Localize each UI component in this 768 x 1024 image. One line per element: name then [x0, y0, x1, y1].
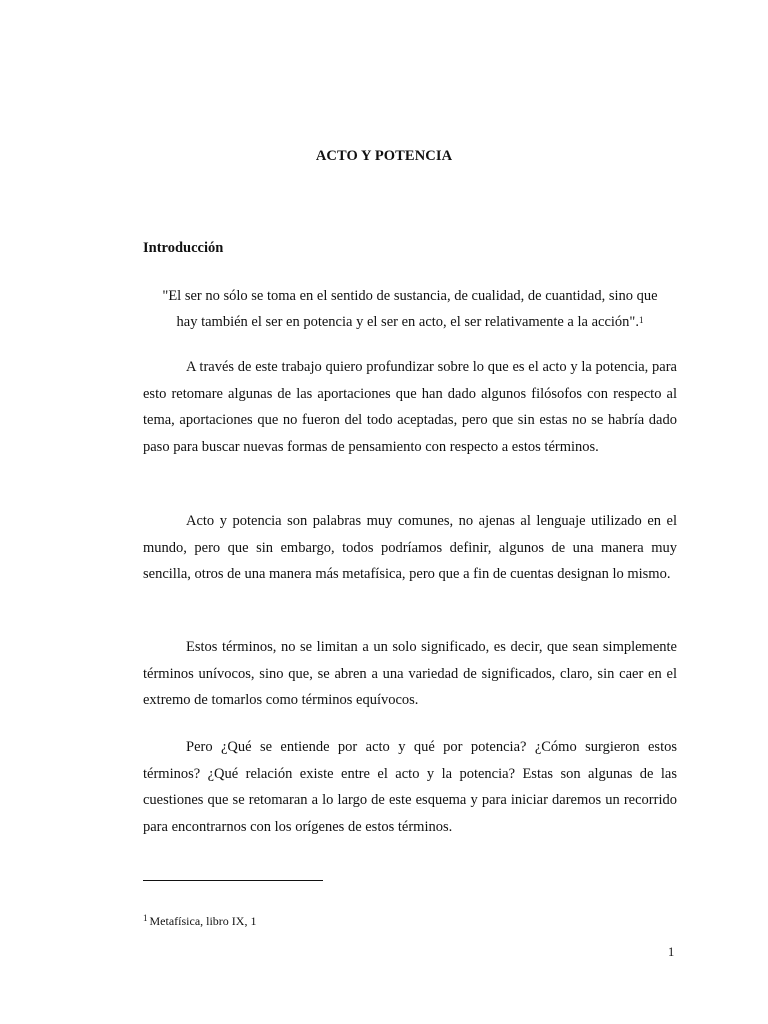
quote-line-2: [143, 309, 677, 335]
document-title: ACTO Y POTENCIA: [315, 148, 453, 164]
paragraph-4: [143, 734, 677, 840]
quote-line-2-text: hay también el ser en potencia y el ser en acto, el ser relativamente a la acción".: [176, 314, 639, 330]
paragraph-3-text: Estos términos, no se limitan a un solo significado, es decir, que sean simplemente términos unívocos, sino que, se abren a una variedad de significados, claro, sin caer en el extremo de tomarlos como términos equívocos.: [143, 639, 677, 708]
footnote-text: Metafísica, libro IX, 1: [149, 914, 257, 928]
paragraph-2-text: Acto y potencia son palabras muy comunes, no ajenas al lenguaje utilizado en el mundo, pero que sin embargo, todos podríamos definir, algunos de una manera muy sencilla, otros de una manera más metafísica, pero que a fin de cuentas designan lo mismo.: [143, 513, 677, 582]
paragraph-3: [143, 634, 677, 714]
footnote-mark: 1: [143, 913, 148, 923]
footnote-divider: [143, 880, 323, 881]
paragraph-4-text: Pero ¿Qué se entiende por acto y qué por potencia? ¿Cómo surgieron estos términos? ¿Qué relación existe entre el acto y la potencia? Estas son algunas de las cuestiones que se retomaran a lo largo de este esquema y para iniciar daremos un recorrido para encontrarnos con los orígenes de estos términos.: [143, 739, 677, 835]
epigraph-quote: [143, 283, 677, 335]
footnote: [143, 914, 256, 929]
footnote-reference: 1: [638, 315, 644, 325]
paragraph-1: [143, 354, 677, 460]
paragraph-2: [143, 508, 677, 588]
paragraph-1-text: A través de este trabajo quiero profundizar sobre lo que es el acto y la potencia, para esto retomare algunas de las aportaciones que han dado algunos filósofos con respecto al tema, aportaciones que no fueron del todo aceptadas, pero que sin estas no se habría dado paso para buscar nuevas formas de pensamiento con respecto a estos términos.: [143, 359, 677, 455]
page-number: 1: [668, 945, 675, 959]
section-heading: Introducción: [143, 240, 224, 256]
quote-line-1: "El ser no sólo se toma en el sentido de sustancia, de cualidad, de cuantidad, sino que: [162, 288, 658, 304]
